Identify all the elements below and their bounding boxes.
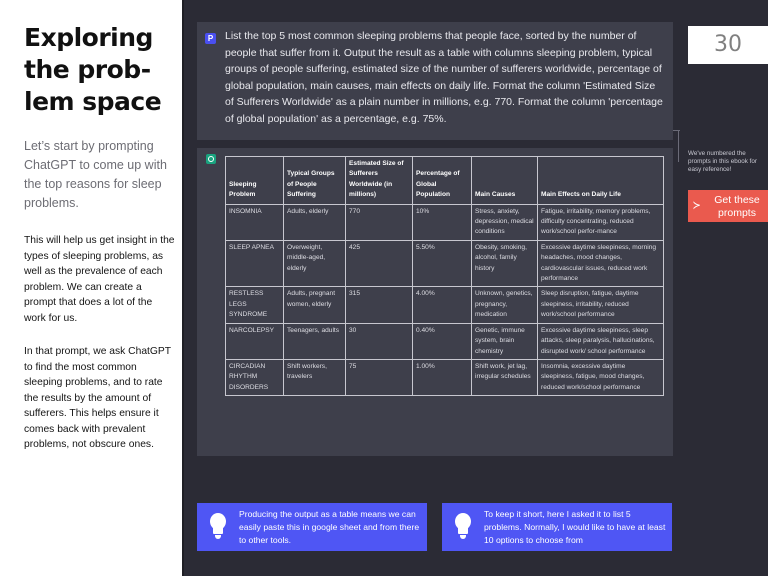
table-cell: Excessive daytime sleepiness, sleep attacks, sleep paralysis, hallucinations, disrupted work/ school performance bbox=[538, 323, 664, 359]
table-cell: Excessive daytime sleepiness, morning headaches, mood changes, cardiovascular issues, reduced work performance bbox=[538, 240, 664, 287]
table-cell: 30 bbox=[346, 323, 413, 359]
get-prompts-label: Get these prompts bbox=[714, 194, 760, 219]
get-prompts-button[interactable] bbox=[688, 190, 768, 222]
table-cell: Unknown, genetics, pregnancy, medication bbox=[472, 287, 538, 323]
table-header: Sleeping Problem bbox=[226, 157, 284, 205]
table-cell: RESTLESS LEGS SYNDROME bbox=[226, 287, 284, 323]
side-note: We've numbered the prompts in this ebook for easy reference! bbox=[688, 150, 757, 173]
column-divider bbox=[182, 0, 184, 576]
table-cell: 75 bbox=[346, 359, 413, 395]
table-header: Typical Groups of People Suffering bbox=[284, 157, 346, 205]
prompt-user-icon: P bbox=[205, 33, 216, 44]
connector-line-vertical bbox=[678, 130, 679, 162]
page-title: Exploring the prob- lem space bbox=[24, 23, 162, 116]
prompt-text: List the top 5 most common sleeping problems that people face, sorted by the number of people that suffer from it. Output the result as a table with columns sleeping problem, typical groups of people suffering, estimated size of the number of sufferers worldwide, percentage of global population, main causes, main effects on daily life. Format the column 'Estimated Size of Sufferers Worldwide' as a plain number in millions, e.g. 770. Format the column 'percentage of global population' as a percentage, e.g. 75%. bbox=[225, 30, 663, 125]
chatgpt-icon bbox=[206, 154, 216, 164]
left-column bbox=[0, 0, 182, 576]
table-cell: CIRCADIAN RHYTHM DISORDERS bbox=[226, 359, 284, 395]
table-row bbox=[226, 204, 664, 240]
table-cell: INSOMNIA bbox=[226, 204, 284, 240]
lightbulb-icon bbox=[454, 513, 472, 541]
table-cell: Stress, anxiety, depression, medical conditions bbox=[472, 204, 538, 240]
table-cell: Insomnia, excessive daytime sleepiness, fatigue, mood changes, reduced work/school performance bbox=[538, 359, 664, 395]
table-cell: NARCOLEPSY bbox=[226, 323, 284, 359]
table-cell: Obesity, smoking, alcohol, family history bbox=[472, 240, 538, 287]
table-cell: Adults, elderly bbox=[284, 204, 346, 240]
tip-text: Producing the output as a table means we can easily paste this in google sheet and from there to other tools. bbox=[239, 509, 420, 545]
table-cell: 770 bbox=[346, 204, 413, 240]
table-cell: Adults, pregnant women, elderly bbox=[284, 287, 346, 323]
table-cell: Fatigue, irritability, memory problems, difficulty concentrating, reduced work/school perfor-mance bbox=[538, 204, 664, 240]
tip-box bbox=[442, 503, 672, 551]
body-paragraph-1: This will help us get insight in the types of sleeping problems, as well as the prevalence of each problem. We can create a prompt that does a lot of the work for us. bbox=[24, 235, 175, 324]
table-header: Main Effects on Daily Life bbox=[538, 157, 664, 205]
intro-text: Let’s start by prompting ChatGPT to come up with the top reasons for sleep problems. bbox=[24, 139, 167, 210]
table-row bbox=[226, 287, 664, 323]
terminal-icon: ≻ bbox=[693, 198, 701, 212]
table-cell: 4.00% bbox=[413, 287, 472, 323]
table-row bbox=[226, 359, 664, 395]
sleep-problems-table bbox=[225, 156, 664, 396]
table-row bbox=[226, 240, 664, 287]
table-header: Main Causes bbox=[472, 157, 538, 205]
prompt-box bbox=[197, 22, 673, 140]
table-cell: 1.00% bbox=[413, 359, 472, 395]
table-cell: Shift workers, travelers bbox=[284, 359, 346, 395]
table-header: Estimated Size of Sufferers Worldwide (in millions) bbox=[346, 157, 413, 205]
answer-box bbox=[197, 148, 673, 456]
table-cell: Genetic, immune system, brain chemistry bbox=[472, 323, 538, 359]
table-cell: 315 bbox=[346, 287, 413, 323]
table-cell: 10% bbox=[413, 204, 472, 240]
page-number: 30 bbox=[688, 26, 768, 64]
lightbulb-icon bbox=[209, 513, 227, 541]
table-row bbox=[226, 323, 664, 359]
table-cell: 425 bbox=[346, 240, 413, 287]
table-header: Percentage of Global Population bbox=[413, 157, 472, 205]
table-cell: Shift work, jet lag, irregular schedules bbox=[472, 359, 538, 395]
table-cell: Teenagers, adults bbox=[284, 323, 346, 359]
body-paragraph-2: In that prompt, we ask ChatGPT to find the most common sleeping problems, and to rate the results by the amount of sufferers. This helps ensure it comes back with prevalent problems, not obscure ones. bbox=[24, 346, 171, 450]
table-cell: Overweight, middle-aged, elderly bbox=[284, 240, 346, 287]
tip-text: To keep it short, here I asked it to list 5 problems. Normally, I would like to have at least 10 options to choose from bbox=[484, 509, 666, 545]
table-cell: SLEEP APNEA bbox=[226, 240, 284, 287]
table-cell: Sleep disruption, fatigue, daytime sleepiness, irritability, reduced work/school performance bbox=[538, 287, 664, 323]
table-cell: 5.50% bbox=[413, 240, 472, 287]
tip-box bbox=[197, 503, 427, 551]
table-cell: 0.40% bbox=[413, 323, 472, 359]
table-header-row bbox=[226, 157, 664, 205]
